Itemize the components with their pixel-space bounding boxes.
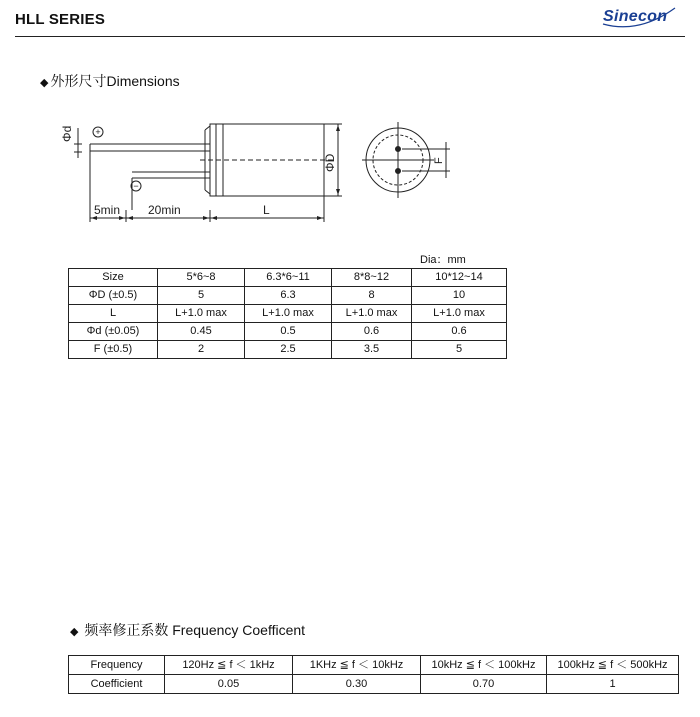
table-cell: Size <box>69 269 158 287</box>
table-cell: L+1.0 max <box>158 305 245 323</box>
table-cell: 1KHz ≦ f ＜ 10kHz <box>293 656 421 675</box>
table-row <box>69 675 679 694</box>
table-row <box>69 287 507 305</box>
table-cell: 5 <box>158 287 245 305</box>
table-cell: 0.45 <box>158 323 245 341</box>
unit-note: Dia：mm <box>420 254 466 266</box>
series-title: HLL SERIES <box>15 11 106 28</box>
length-l-label: L <box>263 203 270 217</box>
table-cell: 8*8~12 <box>332 269 412 287</box>
table-cell: 1 <box>547 675 679 694</box>
dimensions-section-title <box>40 71 180 91</box>
table-header-row <box>69 269 507 287</box>
header-divider <box>15 36 685 37</box>
table-row <box>69 341 507 359</box>
table-cell: 5 <box>412 341 507 359</box>
table-cell: 5*6~8 <box>158 269 245 287</box>
table-cell: 2.5 <box>245 341 332 359</box>
table-cell: 0.6 <box>332 323 412 341</box>
table-cell: L+1.0 max <box>412 305 507 323</box>
dimensions-table <box>68 268 507 359</box>
table-cell: 10*12~14 <box>412 269 507 287</box>
pitch-f-label: F <box>433 157 445 164</box>
table-cell: 3.5 <box>332 341 412 359</box>
table-cell: 0.30 <box>293 675 421 694</box>
plus-sign: + <box>95 127 101 137</box>
diamond-bullet-icon: ◆ <box>40 77 49 89</box>
frequency-coefficient-table <box>68 655 679 694</box>
table-cell: L+1.0 max <box>245 305 332 323</box>
table-cell: L+1.0 max <box>332 305 412 323</box>
lead-5min-label: 5min <box>94 203 121 217</box>
table-cell: 100kHz ≦ f ＜ 500kHz <box>547 656 679 675</box>
table-cell: 0.70 <box>421 675 547 694</box>
table-cell: Frequency <box>69 656 165 675</box>
table-row <box>69 323 507 341</box>
table-cell: 10kHz ≦ f ＜ 100kHz <box>421 656 547 675</box>
table-cell: 6.3 <box>245 287 332 305</box>
table-cell: 2 <box>158 341 245 359</box>
phi-d-label: Φd <box>60 125 74 142</box>
table-cell: 10 <box>412 287 507 305</box>
table-cell: Φd (±0.05) <box>69 323 158 341</box>
minus-sign: − <box>133 181 139 191</box>
table-row <box>69 305 507 323</box>
table-cell: L <box>69 305 158 323</box>
table-cell: 0.05 <box>165 675 293 694</box>
table-cell: 0.6 <box>412 323 507 341</box>
brand-logo: Sinecon <box>603 8 668 25</box>
dimensions-title-text: 外形尺寸Dimensions <box>50 73 180 89</box>
table-cell: 0.5 <box>245 323 332 341</box>
frequency-section-title <box>70 620 305 640</box>
table-cell: 120Hz ≦ f ＜ 1kHz <box>165 656 293 675</box>
lead-20min-label: 20min <box>148 203 181 217</box>
table-cell: ΦD (±0.5) <box>69 287 158 305</box>
frequency-title-text: 频率修正系数 Frequency Coefficent <box>84 622 306 638</box>
table-cell: F (±0.5) <box>69 341 158 359</box>
table-cell: 6.3*6~11 <box>245 269 332 287</box>
phi-big-d-label: ΦD <box>323 153 337 172</box>
table-cell: Coefficient <box>69 675 165 694</box>
table-cell: 8 <box>332 287 412 305</box>
diamond-bullet-icon: ◆ <box>70 626 79 638</box>
capacitor-dimension-drawing <box>60 112 470 230</box>
table-header-row <box>69 656 679 675</box>
